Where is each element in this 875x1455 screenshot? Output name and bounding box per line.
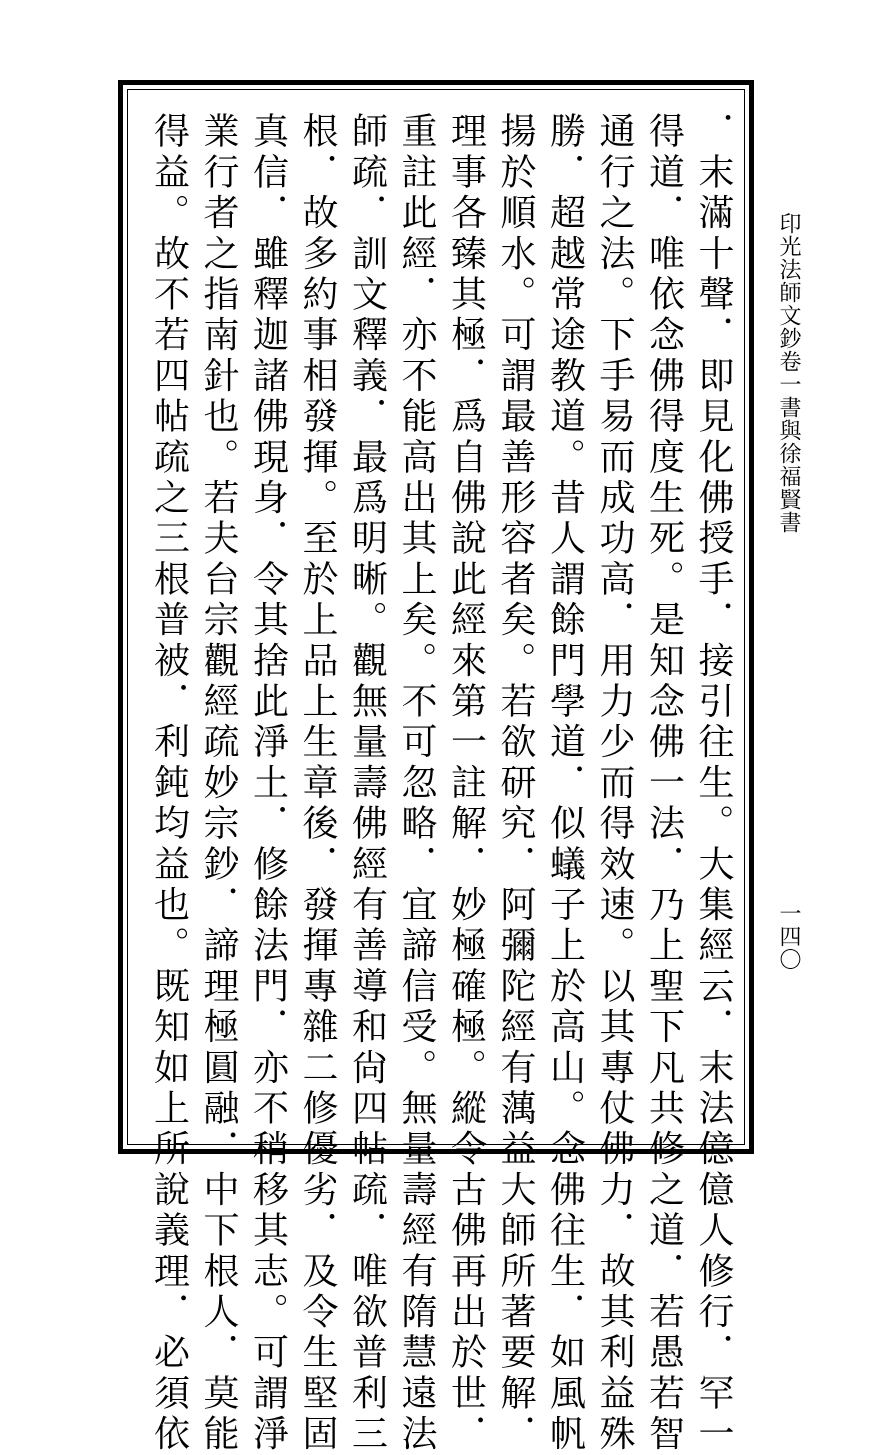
text-column: 理事各臻其極．爲自佛說此經來第一註解．妙極確極。縱令古佛再出於世． xyxy=(445,112,487,1455)
text-column: 得益。故不若四帖疏之三根普被．利鈍均益也。既知如上所說義理．必須依 xyxy=(148,112,190,1455)
text-column: 揚於順水。可謂最善形容者矣。若欲研究．阿彌陀經有蕅益大師所著要解． xyxy=(495,112,536,1455)
running-head xyxy=(773,212,804,534)
text-column: 業行者之指南針也。若夫台宗觀經疏妙宗鈔．諦理極圓融．中下根人．莫能 xyxy=(198,112,239,1455)
text-column: 真信．雖釋迦諸佛現身．令其捨此淨土．修餘法門．亦不稍移其志。可謂淨 xyxy=(247,112,289,1455)
text-column: 勝．超越常途教道。昔人謂餘門學道．似蟻子上於高山。念佛往生．如風帆 xyxy=(544,112,586,1455)
text-column: 得道．唯依念佛得度生死。是知念佛一法．乃上聖下凡共修之道．若愚若智 xyxy=(643,112,685,1455)
section-label: 書 xyxy=(776,396,801,419)
text-column: 師疏．訓文釋義．最爲明晰。觀無量壽佛經有善導和尙四帖疏．唯欲普利三 xyxy=(346,112,388,1455)
page-number: 一四〇 xyxy=(776,902,801,971)
text-column: 根．故多約事相發揮。至於上品上生章後．發揮專雜二修優劣．及令生堅固 xyxy=(297,112,338,1455)
text-column: 通行之法。下手易而成功高．用力少而得效速。以其專仗佛力．故其利益殊 xyxy=(594,112,635,1455)
body-text xyxy=(142,112,738,1455)
text-column: 重註此經．亦不能高出其上矣。不可忽略．宜諦信受。無量壽經有隋慧遠法 xyxy=(396,112,437,1455)
text-column: ．末滿十聲．即見化佛授手．接引往生。大集經云．末法億億人修行．罕一 xyxy=(693,112,734,1455)
letter-title: 與徐福賢書 xyxy=(776,419,801,534)
book-title: 印光法師文鈔卷一 xyxy=(776,212,801,396)
